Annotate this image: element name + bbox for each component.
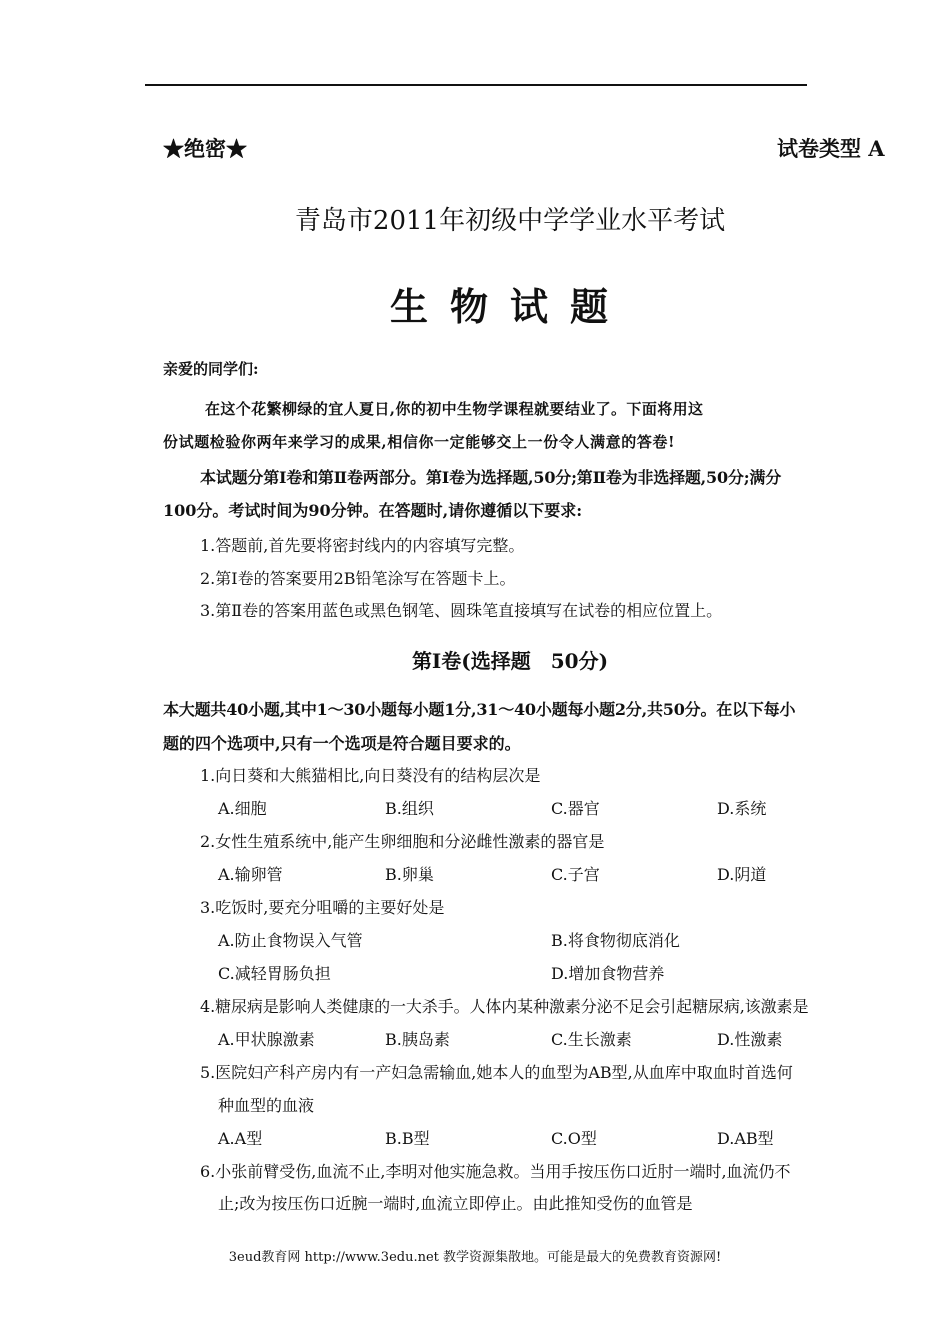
option-b: B.将食物彻底消化: [551, 931, 680, 950]
exam-title: 青岛市2011年初级中学学业水平考试: [294, 206, 726, 236]
greeting-line-1: 在这个花繁柳绿的宜人夏日,你的初中生物学课程就要结业了。下面将用这: [205, 400, 704, 418]
section-description-2: 题的四个选项中,只有一个选项是符合题目要求的。: [163, 734, 521, 753]
section-description-1: 本大题共40小题,其中1～30小题每小题1分,31～40小题每小题2分,共50分。在以下每小: [163, 700, 796, 719]
option-d: D.增加食物营养: [551, 964, 665, 983]
question-stem: 6.小张前臂受伤,血流不止,李明对他实施急救。当用手按压伤口近肘一端时,血流仍不: [200, 1162, 791, 1181]
option-d: D.性激素: [717, 1030, 783, 1049]
option-a: A.输卵管: [218, 865, 283, 884]
instructions-line-2: 100分。考试时间为90分钟。在答题时,请你遵循以下要求:: [163, 501, 583, 520]
top-rule: [145, 84, 807, 86]
question-stem: 5.医院妇产科产房内有一产妇急需输血,她本人的血型为AB型,从血库中取血时首选何: [200, 1063, 793, 1082]
rule-item: 3.第Ⅱ卷的答案用蓝色或黑色钢笔、圆珠笔直接填写在试卷的相应位置上。: [200, 601, 723, 620]
question-stem: 1.向日葵和大熊猫相比,向日葵没有的结构层次是: [200, 766, 541, 785]
option-c: C.子宫: [551, 865, 600, 884]
question-stem: 4.糖尿病是影响人类健康的一大杀手。人体内某种激素分泌不足会引起糖尿病,该激素是: [200, 997, 809, 1016]
option-c: C.器官: [551, 799, 600, 818]
question-stem-continued: 种血型的血液: [218, 1096, 315, 1115]
option-a: A.细胞: [218, 799, 267, 818]
page-footer: 3eud教育网 http://www.3edu.net 教学资源集散地。可能是最大的免费教育资源网!: [228, 1250, 722, 1265]
option-d: D.阴道: [717, 865, 767, 884]
greeting-salutation: 亲爱的同学们:: [163, 360, 259, 378]
rule-item: 2.第Ⅰ卷的答案要用2B铅笔涂写在答题卡上。: [200, 569, 516, 588]
rule-item: 1.答题前,首先要将密封线内的内容填写完整。: [200, 536, 525, 555]
option-c: C.O型: [551, 1129, 597, 1148]
option-b: B.卵巢: [385, 865, 434, 884]
option-b: B.胰岛素: [385, 1030, 450, 1049]
paper-type-label: 试卷类型 A: [777, 136, 885, 161]
option-a: A.甲状腺激素: [218, 1030, 315, 1049]
option-c: C.生长激素: [551, 1030, 632, 1049]
option-d: D.AB型: [717, 1129, 774, 1148]
instructions-line-1: 本试题分第Ⅰ卷和第Ⅱ卷两部分。第Ⅰ卷为选择题,50分;第Ⅱ卷为非选择题,50分;满分: [200, 468, 782, 487]
section-title: 第Ⅰ卷(选择题 50分): [411, 649, 609, 673]
subject-title: 生物试题: [389, 284, 630, 329]
option-a: A.A型: [218, 1129, 263, 1148]
option-b: B.组织: [385, 799, 434, 818]
option-b: B.B型: [385, 1129, 430, 1148]
greeting-line-2: 份试题检验你两年来学习的成果,相信你一定能够交上一份令人满意的答卷!: [163, 433, 676, 451]
question-stem: 3.吃饭时,要充分咀嚼的主要好处是: [200, 898, 445, 917]
option-a: A.防止食物误入气管: [218, 931, 363, 950]
option-c: C.减轻胃肠负担: [218, 964, 331, 983]
question-stem: 2.女性生殖系统中,能产生卵细胞和分泌雌性激素的器官是: [200, 832, 605, 851]
secret-label: ★绝密★: [163, 136, 247, 161]
option-d: D.系统: [717, 799, 767, 818]
question-stem-continued: 止;改为按压伤口近腕一端时,血流立即停止。由此推知受伤的血管是: [218, 1194, 693, 1213]
